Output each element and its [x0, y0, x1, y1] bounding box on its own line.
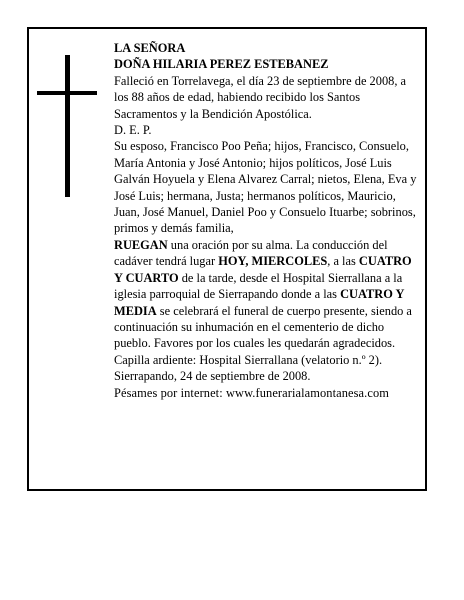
- deceased-name: DOÑA HILARIA PEREZ ESTEBANEZ: [114, 57, 329, 72]
- ruegan-label: RUEGAN: [114, 237, 168, 252]
- conduction-time: CUATRO Y CUARTO: [114, 254, 412, 285]
- cross-vertical-bar: [65, 55, 70, 197]
- family-paragraph: Su esposo, Francisco Poo Peña; hijos, Francisco, Consuelo, María Antonia y José Antonio; hijos políticos, José Luis Galván Hoyuela y Elena Alvarez Carral; nietos, Elena, Eva y José Luis; hermana, Justa; hermanos políticos, Mauricio, Juan, José Manuel, Daniel Poo y Consuelo Ituarbe; sobrinos, primos y demás familia,: [114, 139, 417, 236]
- cross-horizontal-bar: [37, 91, 97, 95]
- request-paragraph: [114, 237, 420, 368]
- request-text-1: una oración por su alma. La conducción del cadáver tendrá lugar: [114, 237, 388, 269]
- request-text-3: de la tarde, desde el Hospital Sierrallana a la iglesia parroquial de Sierrapando donde a las: [114, 270, 403, 302]
- condolences-line: Pésames por internet: www.funerarialamontanesa.com: [114, 385, 389, 400]
- death-paragraph: Falleció en Torrelavega, el día 23 de septiembre de 2008, a los 88 años de edad, habiendo recibido los Santos Sacramentos y la Bendición Apostólica.: [114, 73, 407, 121]
- request-text-4: se celebrará el funeral de cuerpo presente, siendo a continuación su inhumación en el cementerio de dicho pueblo. Favores por los cuales les quedarán agradecidos. Capilla ardiente: Hospital Sierrallana (velatorio n.º 2).: [114, 303, 412, 367]
- obituary-text: [114, 40, 420, 401]
- request-text-2: , a las: [327, 254, 359, 269]
- rip-line: D. E. P.: [114, 123, 152, 138]
- day-label: HOY, MIERCOLES: [218, 254, 328, 269]
- obituary-heading: LA SEÑORA: [114, 41, 186, 55]
- place-date: Sierrapando, 24 de septiembre de 2008.: [114, 369, 311, 384]
- funeral-time: CUATRO Y MEDIA: [114, 287, 404, 318]
- latin-cross-icon: [37, 55, 97, 197]
